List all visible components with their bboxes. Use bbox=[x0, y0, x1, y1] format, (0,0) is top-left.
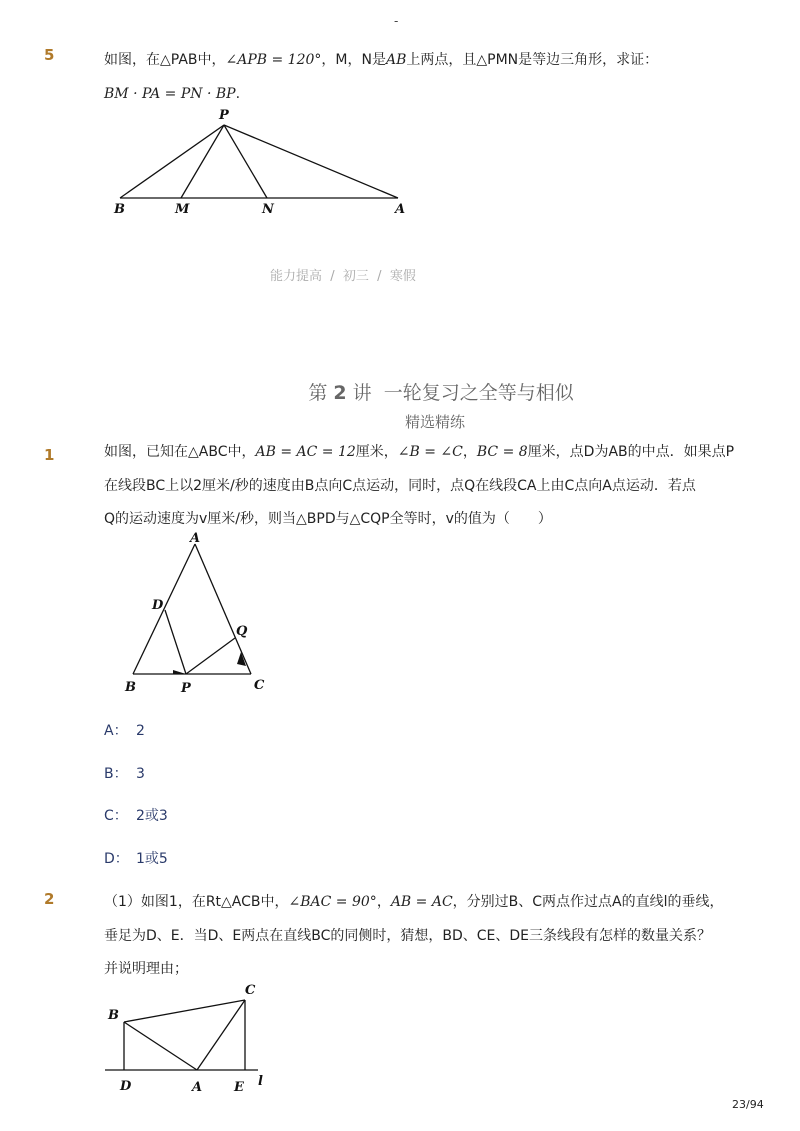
q1-figure bbox=[118, 528, 278, 698]
q1-line3: Q的运动速度为v厘米/秒，则当△BPD与△CQP全等时，v的值为（ ） bbox=[104, 511, 552, 527]
label-P: P bbox=[181, 681, 191, 696]
label-M: M bbox=[175, 202, 190, 217]
label-N: N bbox=[262, 202, 274, 217]
label-B: B bbox=[108, 1008, 119, 1023]
label-E: E bbox=[234, 1080, 244, 1095]
label-D: D bbox=[152, 598, 164, 613]
label-A: A bbox=[395, 202, 406, 217]
question-number: 5 bbox=[44, 46, 55, 64]
label-A: A bbox=[190, 531, 201, 546]
section-subtitle: 精选精练 bbox=[404, 413, 465, 431]
label-A: A bbox=[192, 1080, 203, 1095]
q1-line1: 如图，已知在△ABC中，AB = AC = 12厘米，∠B = ∠C，BC = 8厘米，点D为AB的中点．如果点P bbox=[104, 444, 735, 460]
option-c[interactable]: C： 2或3 bbox=[104, 808, 168, 824]
label-C: C bbox=[245, 983, 256, 998]
label-l: l bbox=[258, 1074, 263, 1089]
label-B: B bbox=[114, 202, 125, 217]
q5-figure bbox=[100, 105, 420, 220]
question-number: 2 bbox=[44, 890, 55, 908]
label-P: P bbox=[219, 108, 229, 123]
option-a[interactable]: A： 2 bbox=[104, 723, 145, 739]
q2-line3: 并说明理由； bbox=[104, 961, 188, 977]
label-B: B bbox=[125, 680, 136, 695]
q5-line2: BM · PA = PN · BP. bbox=[104, 86, 241, 102]
label-D: D bbox=[120, 1079, 132, 1094]
arrow-BP-icon bbox=[173, 670, 186, 674]
label-Q: Q bbox=[236, 624, 248, 639]
question-number: 1 bbox=[44, 446, 55, 464]
label-C: C bbox=[254, 678, 265, 693]
page-title: 第 2 讲 一轮复习之全等与相似 bbox=[308, 382, 574, 404]
page-number: 23/94 bbox=[732, 1098, 764, 1111]
option-d[interactable]: D： 1或5 bbox=[104, 851, 168, 867]
q2-line2: 垂足为D、E．当D、E两点在直线BC的同侧时，猜想，BD、CE、DE三条线段有怎样的数量关系？ bbox=[104, 928, 712, 944]
q2-line1: （1）如图1，在Rt△ACB中，∠BAC = 90°，AB = AC，分别过B、C两点作过点A的直线l的垂线， bbox=[104, 894, 724, 910]
q2-figure bbox=[100, 978, 280, 1098]
option-b[interactable]: B： 3 bbox=[104, 766, 145, 782]
q1-line2: 在线段BC上以2厘米/秒的速度由B点向C点运动，同时，点Q在线段CA上由C点向A点运动．若点 bbox=[104, 478, 696, 494]
header-mark: - bbox=[394, 14, 399, 28]
q5-line1: 如图，在△PAB中，∠APB = 120°，M，N是AB上两点，且△PMN是等边三角形，求证： bbox=[104, 52, 659, 68]
breadcrumb: 能力提高 / 初三 / 寒假 bbox=[270, 269, 416, 284]
